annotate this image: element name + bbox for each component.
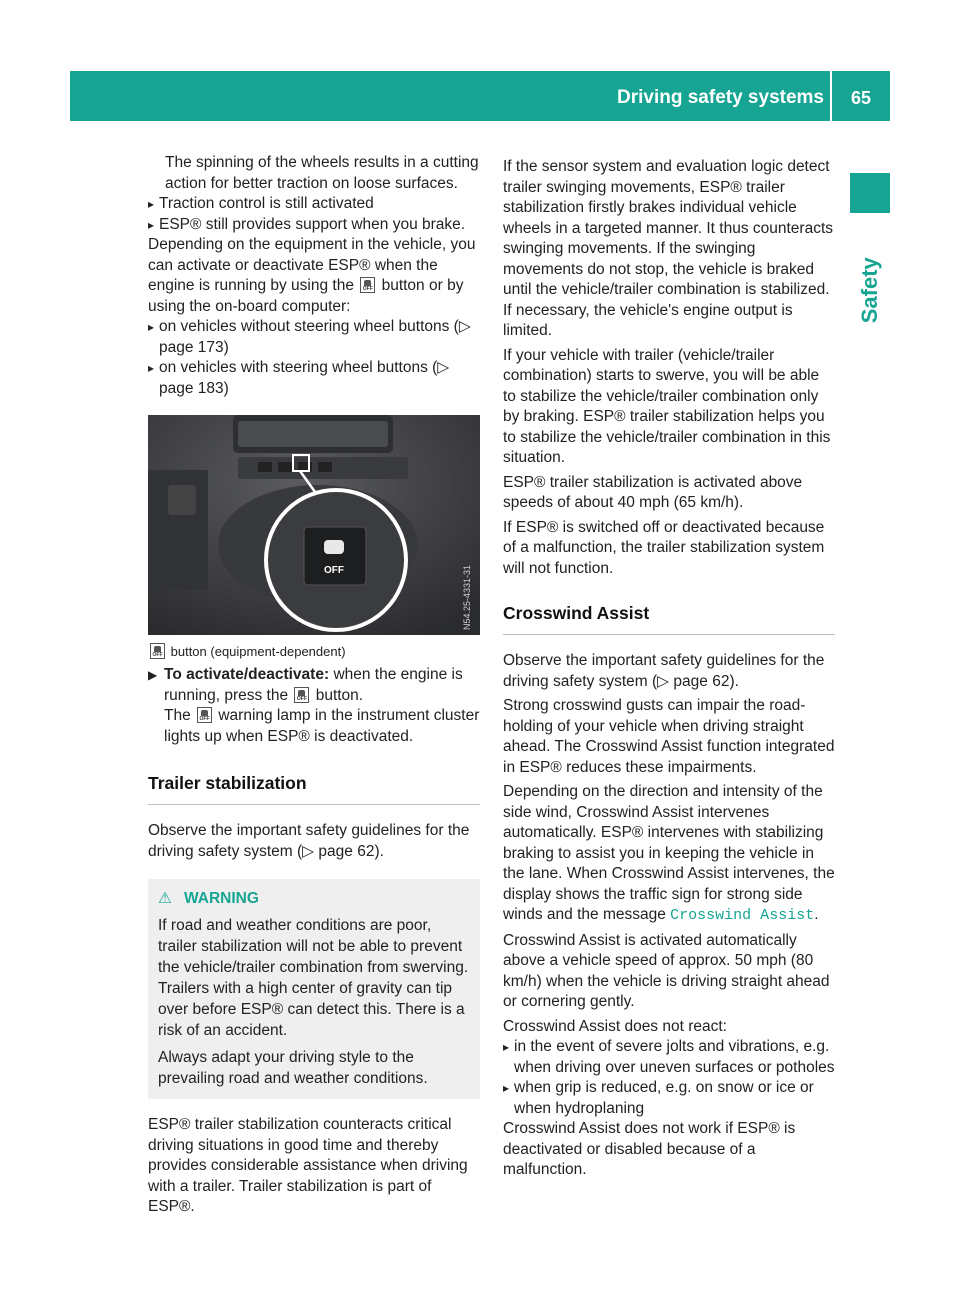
- image-caption: OFF button (equipment-dependent): [148, 643, 480, 661]
- paragraph: ESP® trailer stabilization is activated above speeds of about 40 mph (65 km/h).: [503, 473, 803, 511]
- paragraph: Depending on the direction and intensity of the side wind, Crosswind Assist intervenes automatically. ESP® intervenes with stabilizing braking to assist you in keeping the vehicle in the lane. When Crosswind Assist intervenes, the display shows the traffic sign for strong side winds and the message Crosswind Assist.: [503, 783, 835, 924]
- paragraph: Observe the important safety guidelines for the driving safety system (▷ page 62).: [503, 652, 825, 690]
- esp-off-icon: [150, 643, 165, 659]
- esp-off-icon: [294, 687, 309, 703]
- list-item: ▸ in the event of severe jolts and vibrations, e.g. when driving over uneven surfaces or potholes: [503, 1037, 835, 1078]
- list-item: ▸ on vehicles without steering wheel buttons (▷ page 173): [148, 317, 480, 358]
- svg-text:OFF: OFF: [324, 565, 344, 576]
- list-item: ▸ on vehicles with steering wheel buttons (▷ page 183): [148, 358, 480, 399]
- section-title-trailer-stabilization: Trailer stabilization: [148, 771, 480, 805]
- paragraph: Crosswind Assist does not work if ESP® is deactivated or disabled because of a malfunction.: [503, 1120, 796, 1178]
- list-item: ▸ ESP® still provides support when you brake.: [148, 215, 480, 236]
- svg-text:N54.25-4331-31: N54.25-4331-31: [462, 564, 472, 630]
- instruction-step: ▶ To activate/deactivate: when the engine is running, press the OFF button. The OFF warning lamp in the instrument cluster lights up when ESP® is deactivated.: [148, 665, 480, 747]
- paragraph: Crosswind Assist does not react:: [503, 1017, 727, 1035]
- right-column: [503, 157, 835, 1181]
- running-header-title: Driving safety systems: [617, 87, 824, 108]
- warning-triangle-icon: ⚠: [158, 890, 172, 907]
- trailer-paragraph: ESP® trailer stabilization counteracts critical driving situations in good time and thereby provides considerable assistance when driving with a trailer. Trailer stabilization is part of ESP®.: [148, 1116, 468, 1215]
- activate-paragraph: Depending on the equipment in the vehicle, you can activate or deactivate ESP® when the engine is running by using the OFF button or by using the on-board computer:: [148, 235, 480, 317]
- bullet-arrow-icon: ▶: [148, 668, 158, 682]
- section-tab-marker: [850, 173, 890, 213]
- warning-header: ⚠ WARNING: [158, 890, 259, 907]
- left-column: [148, 153, 480, 1218]
- section-title-crosswind-assist: Crosswind Assist: [503, 601, 835, 635]
- intro-continuation: The spinning of the wheels results in a cutting action for better traction on loose surfaces.: [165, 154, 479, 192]
- paragraph: Crosswind Assist is activated automatically above a vehicle speed of approx. 50 mph (80 km/h) when the vehicle is driving straight ahead or cornering gently.: [503, 931, 830, 1010]
- paragraph: If the sensor system and evaluation logic detect trailer swinging movements, ESP® trailer stabilization firstly brakes individual vehicle wheels in a targeted manner. It thus counteracts swinging movements. If the swinging movements do not stop, the vehicle is braked until the vehicle/trailer combination is stabilized. If necessary, the vehicle's engine output is limited.: [503, 158, 833, 339]
- section-tab-label: Safety: [856, 256, 882, 324]
- paragraph: If your vehicle with trailer (vehicle/trailer combination) starts to swerve, you will be able to stabilize the vehicle/trailer combination only by braking. ESP® trailer stabilization helps you to stabilize the vehicle/trailer combination in this situation.: [503, 346, 831, 466]
- trailer-intro: Observe the important safety guidelines for the driving safety system (▷ page 62).: [148, 822, 470, 860]
- paragraph: If ESP® is switched off or deactivated because of a malfunction, the trailer stabilization system will not function.: [503, 518, 825, 577]
- warning-box: [148, 879, 480, 1099]
- page-number: 65: [850, 88, 872, 108]
- paragraph: Strong crosswind gusts can impair the road-holding of your vehicle when driving straight ahead. The Crosswind Assist function integrated in ESP® reduces these impairments.: [503, 697, 835, 776]
- warning-text: Always adapt your driving style to the prevailing road and weather conditions.: [158, 1049, 428, 1087]
- esp-off-icon: [360, 277, 375, 293]
- warning-text: If road and weather conditions are poor, trailer stabilization will not be able to prevent the vehicle/trailer combination from swerving. Trailers with a high center of gravity can tip over before ESP® can detect this. There is a risk of an accident.: [158, 917, 469, 1039]
- display-message: Crosswind Assist: [670, 907, 815, 924]
- dashboard-photo: [148, 415, 480, 635]
- list-item: ▸ Traction control is still activated: [148, 194, 480, 215]
- list-item: ▸ when grip is reduced, e.g. on snow or ice or when hydroplaning: [503, 1078, 835, 1119]
- esp-off-icon: [197, 707, 212, 723]
